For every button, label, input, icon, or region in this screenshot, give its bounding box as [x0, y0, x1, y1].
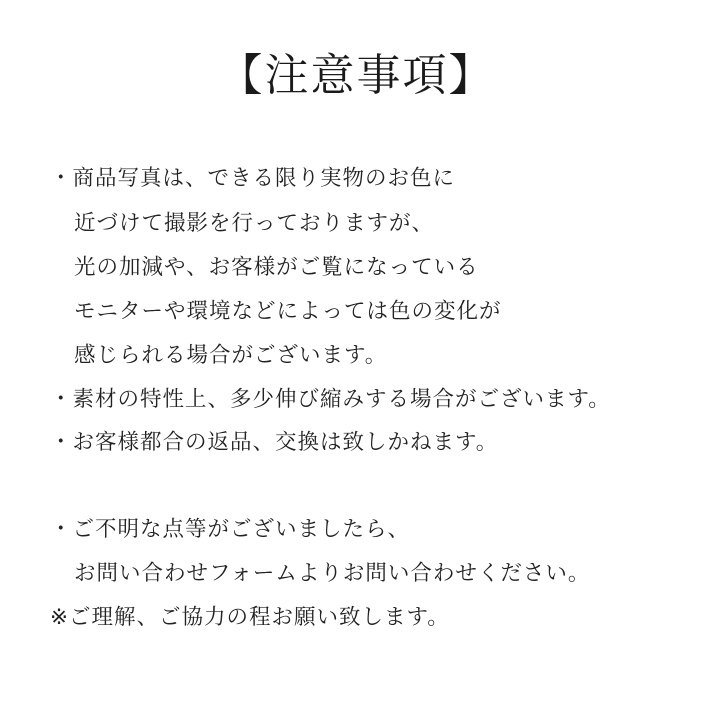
notice-line-returns: ・お客様都合の返品、交換は致しかねます。: [50, 430, 499, 455]
notice-title: 【注意事項】: [218, 50, 495, 101]
notice-line-product-photo-cont-1: 近づけて撮影を行っておりますが、: [74, 211, 435, 236]
notice-line-product-photo-cont-2: 光の加減や、お客様がご覧になっている: [74, 255, 479, 280]
notice-line-inquiry: ・ご不明な点等がございましたら、: [50, 517, 411, 542]
notice-line-closing: ※ご理解、ご協力の程お願い致します。: [50, 605, 450, 630]
notice-line-product-photo-cont-4: 感じられる場合がございます。: [74, 343, 388, 368]
notice-line-product-photo: ・商品写真は、できる限り実物のお色に: [50, 166, 456, 191]
notice-line-product-photo-cont-3: モニターや環境などによっては色の変化が: [74, 299, 502, 324]
notice-line-inquiry-cont: お問い合わせフォームよりお問い合わせください。: [74, 561, 591, 586]
notice-line-material: ・素材の特性上、多少伸び縮みする場合がございます。: [50, 387, 611, 412]
